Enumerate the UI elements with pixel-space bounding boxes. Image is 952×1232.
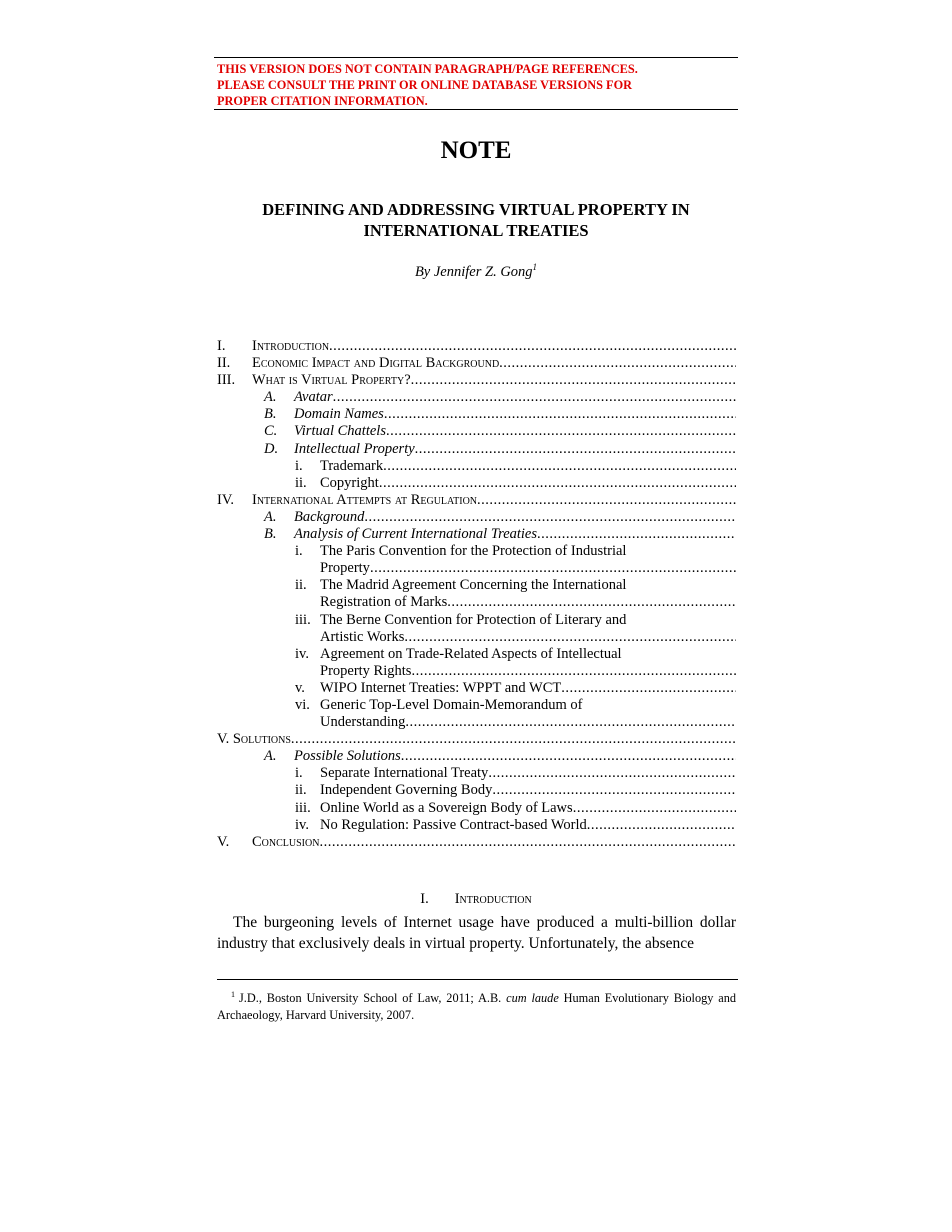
citation-warning-banner [217, 61, 737, 109]
toc-entry-independent-body [217, 782, 736, 799]
banner-bottom-rule [214, 109, 738, 110]
toc-entry-international-attempts [217, 492, 736, 509]
toc-title-continued: Artistic Works [320, 628, 405, 645]
toc-number: B. [264, 406, 277, 423]
toc-leader [411, 372, 736, 389]
toc-leader [333, 389, 736, 406]
toc-entry-avatar [217, 389, 736, 406]
toc-leader [404, 629, 736, 646]
toc-leader [587, 817, 736, 834]
toc-number: iv. [295, 816, 309, 833]
toc-number: iv. [295, 645, 309, 662]
toc-leader [405, 714, 736, 731]
toc-entry-trademark [217, 458, 736, 475]
toc-leader [291, 731, 736, 748]
banner-line: PROPER CITATION INFORMATION. [217, 94, 428, 108]
toc-title: Separate International Treaty [320, 765, 489, 782]
footnote-text: J.D., Boston University School of Law, 2011; A.B. [239, 991, 502, 1005]
toc-leader [561, 680, 736, 697]
toc-number: A. [264, 508, 277, 525]
toc-leader [477, 492, 736, 509]
toc-entry-berne-convention [217, 612, 736, 646]
banner-line: PLEASE CONSULT THE PRINT OR ONLINE DATABASE VERSIONS FOR [217, 78, 633, 92]
toc-number: iii. [295, 611, 311, 628]
toc-title-continued: Property Rights [320, 662, 412, 679]
toc-entry-solutions [217, 731, 736, 748]
toc-title: Copyright [320, 474, 379, 491]
toc-entry-madrid-agreement [217, 577, 736, 611]
banner-line: THIS VERSION DOES NOT CONTAIN PARAGRAPH/PAGE REFERENCES. [217, 62, 638, 76]
toc-title: No Regulation: Passive Contract-based World [320, 816, 587, 833]
toc-leader [488, 765, 736, 782]
toc-leader [573, 800, 736, 817]
toc-leader [447, 594, 736, 611]
toc-number: i. [295, 765, 303, 782]
footnote-text: Human Evolutionary Biology and Archaeology, Harvard University, 2007. [217, 991, 737, 1022]
footnote-number: 1 [231, 990, 235, 999]
toc-leader [370, 560, 736, 577]
toc-entry-economic-impact [217, 355, 736, 372]
toc-title: Generic Top-Level Domain-Memorandum of [320, 696, 583, 713]
section-number: I. [420, 891, 429, 907]
section-title: Introduction [454, 891, 532, 907]
toc-title: Online World as a Sovereign Body of Laws [320, 799, 573, 816]
toc-entry-introduction [217, 338, 736, 355]
toc-leader [383, 458, 736, 475]
note-heading: NOTE [440, 137, 512, 164]
toc-number: V. [217, 833, 230, 850]
toc-entry-separate-treaty [217, 765, 736, 782]
toc-leader [384, 406, 736, 423]
toc-title: The Berne Convention for Protection of Literary and [320, 611, 627, 628]
toc-title: Intellectual Property [294, 440, 415, 457]
author-byline [0, 263, 952, 281]
toc-entry-intellectual-property [217, 441, 736, 458]
toc-leader [401, 748, 736, 765]
toc-number: iii. [295, 799, 311, 816]
toc-entry-wipo-treaties [217, 680, 736, 697]
toc-title: WIPO Internet Treaties: WPPT and WCT [320, 679, 562, 696]
author-name: By Jennifer Z. Gong [414, 264, 533, 280]
toc-leader [537, 526, 736, 543]
toc-title: Trademark [320, 457, 384, 474]
toc-entry-gtld-mou [217, 697, 736, 731]
toc-title: Virtual Chattels [294, 423, 386, 440]
toc-title: The Madrid Agreement Concerning the International [320, 577, 627, 594]
footnote-rule [217, 979, 738, 980]
section-heading [0, 890, 952, 908]
toc-entry-paris-convention [217, 543, 736, 577]
toc-leader [386, 423, 736, 440]
toc-entry-trips-agreement [217, 646, 736, 680]
toc-number: ii. [295, 782, 307, 799]
toc-title: Possible Solutions [294, 748, 401, 765]
toc-entry-possible-solutions [217, 748, 736, 765]
footnote-latin: cum laude [506, 991, 559, 1005]
toc-number: i. [295, 457, 303, 474]
toc-title: Independent Governing Body [320, 782, 493, 799]
toc-title: International Attempts at Regulation [252, 491, 478, 508]
toc-number: I. [217, 338, 226, 354]
toc-number: ii. [295, 577, 307, 594]
toc-entry-domain-names [217, 406, 736, 423]
toc-title: Analysis of Current International Treaties [294, 526, 538, 543]
footnote-marker: 1 [532, 262, 538, 272]
toc-title: The Paris Convention for the Protection of Industrial [320, 543, 627, 560]
body-paragraph: The burgeoning levels of Internet usage have produced a multi-billion dollar industry that exclusively deals in virtual property. Unfortunately, the absence [217, 914, 736, 952]
toc-number: A. [264, 389, 277, 406]
toc-leader [379, 475, 736, 492]
article-title-line: DEFINING AND ADDRESSING VIRTUAL PROPERTY IN [262, 200, 690, 219]
toc-title: Economic Impact and Digital Background [252, 355, 500, 372]
toc-entry-virtual-chattels [217, 423, 736, 440]
article-title [0, 199, 952, 241]
toc-title: Background [294, 508, 365, 525]
toc-number: v. [295, 679, 305, 696]
toc-entry-copyright [217, 475, 736, 492]
toc-title: Conclusion [252, 833, 320, 850]
table-of-contents [217, 338, 736, 851]
toc-entry-sovereign-body [217, 800, 736, 817]
toc-number: II. [217, 355, 231, 372]
toc-number: vi. [295, 696, 310, 713]
toc-entry-analysis [217, 526, 736, 543]
toc-title-continued: Understanding [320, 714, 406, 731]
toc-number: D. [264, 440, 279, 457]
toc-entry-background [217, 509, 736, 526]
toc-leader [319, 834, 736, 851]
toc-entry-virtual-property [217, 372, 736, 389]
toc-number: B. [264, 526, 277, 543]
banner-top-rule [214, 57, 738, 58]
toc-title-continued: Registration of Marks [320, 594, 448, 611]
toc-title: Agreement on Trade-Related Aspects of Intellectual [320, 645, 622, 662]
toc-title: Introduction [252, 338, 330, 354]
toc-title: Domain Names [294, 406, 384, 423]
toc-title: Avatar [294, 389, 333, 406]
toc-leader [329, 338, 736, 355]
toc-number: A. [264, 748, 277, 765]
toc-leader [364, 509, 736, 526]
toc-title-continued: Property [320, 560, 370, 577]
toc-leader [492, 782, 736, 799]
footnote [217, 990, 736, 1024]
toc-leader [411, 663, 736, 680]
toc-entry-no-regulation [217, 817, 736, 834]
article-title-line: INTERNATIONAL TREATIES [363, 221, 589, 240]
toc-number: i. [295, 543, 303, 560]
toc-number: IV. [217, 491, 235, 508]
toc-number: ii. [295, 474, 307, 491]
toc-leader [499, 355, 736, 372]
toc-number: C. [264, 423, 278, 440]
toc-leader [415, 441, 736, 458]
toc-number: III. [217, 372, 236, 389]
toc-title: What is Virtual Property? [252, 372, 411, 389]
toc-title: V. Solutions [217, 731, 291, 748]
toc-entry-conclusion [217, 834, 736, 851]
